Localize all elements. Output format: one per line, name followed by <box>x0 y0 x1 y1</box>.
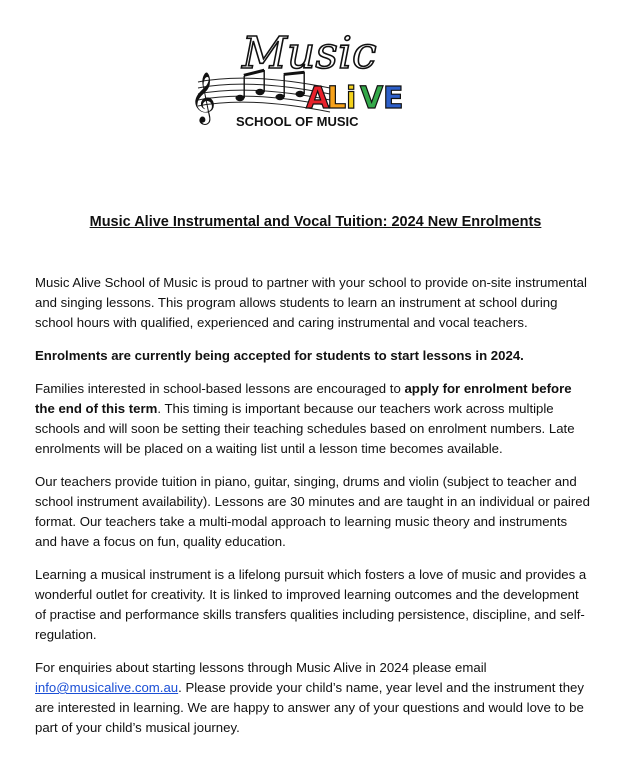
timing-paragraph <box>35 379 591 459</box>
benefits-paragraph: Learning a musical instrument is a lifelong pursuit which fosters a love of music and provides a wonderful outlet for creativity. It is linked to improved learning outcomes and the development of practise and performance skills transfers qualities including persistence, discipline, and self-regulation. <box>35 567 587 642</box>
letter-body <box>35 273 591 751</box>
enquiries-text-b: . Please provide your child’s name, year level and the instrument they are interested in learning. We are happy to answer any of your questions and would love to be part of your child’s musical journey. <box>35 680 584 735</box>
enquiries-paragraph <box>35 658 591 738</box>
svg-text:A: A <box>306 81 330 116</box>
page-title: Music Alive Instrumental and Vocal Tuition: 2024 New Enrolments <box>89 214 542 230</box>
logo-alive-text <box>306 81 404 116</box>
svg-text:E: E <box>383 81 404 116</box>
logo-music-text: Music <box>242 28 377 79</box>
svg-text:i: i <box>346 81 357 116</box>
email-link[interactable]: info@musicalive.com.au <box>35 680 179 695</box>
enquiries-text-a: For enquiries about starting lessons through Music Alive in 2024 please email <box>35 660 487 675</box>
intro-paragraph: Music Alive School of Music is proud to partner with your school to provide on-site instrumental and singing lessons. This program allows students to learn an instrument at school during school hours with qualified, experienced and caring instrumental and vocal teachers. <box>35 275 587 330</box>
tuition-paragraph: Our teachers provide tuition in piano, guitar, singing, drums and violin (subject to teacher and school instrument availability). Lessons are 30 minutes and are taught in an individual or paired format. Our teachers take a multi-modal approach to learning music theory and instruments and have a focus on fun, quality education. <box>35 474 590 549</box>
treble-clef-icon: 𝄞 <box>190 72 217 123</box>
svg-text:L: L <box>327 81 347 116</box>
enrolment-notice-text: Enrolments are currently being accepted for students to start lessons in 2024. <box>35 348 524 363</box>
timing-text-b: . This timing is important because our teachers work across multiple schools and will soon be setting their teaching schedules based on enrolment numbers. Late enrolments will be placed on a waiting list until a lesson time becomes available. <box>35 401 575 456</box>
timing-text-a: Families interested in school-based lessons are encouraged to <box>35 381 405 396</box>
timing-bold-text: apply for enrolment before the end of this term <box>35 381 572 416</box>
logo-school-of-music-text: SCHOOL OF MUSIC <box>236 114 359 129</box>
music-alive-logo <box>180 28 440 130</box>
svg-text:V: V <box>360 81 384 116</box>
enrolment-notice <box>35 346 591 366</box>
